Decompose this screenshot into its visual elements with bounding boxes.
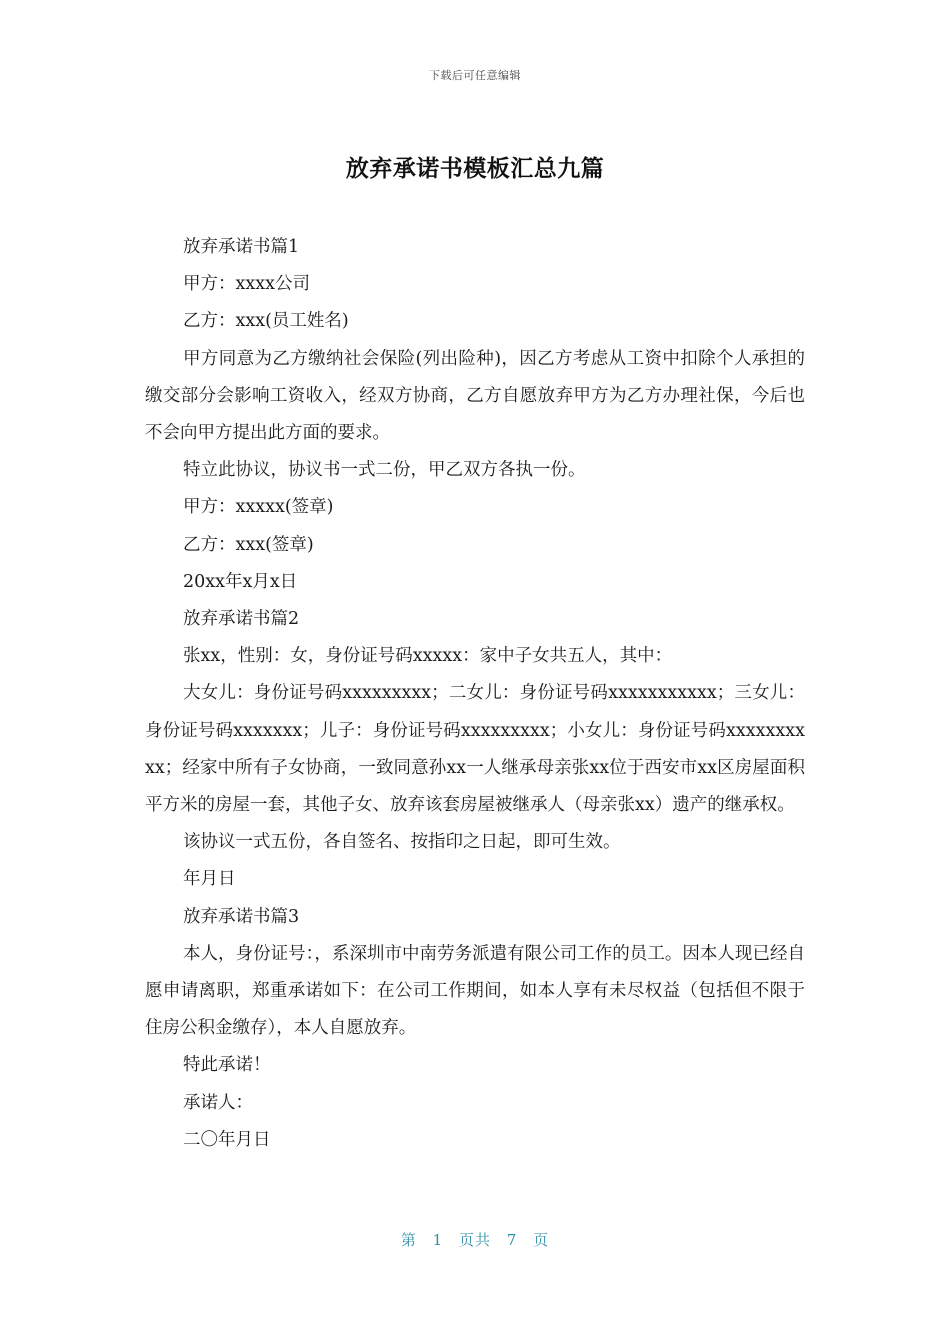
date-line: 年月日 [183, 869, 236, 890]
signer-line: 承诺人： [183, 1092, 253, 1113]
body-paragraph: 该协议一式五份，各自签名、按指印之日起，即可生效。 [183, 832, 621, 853]
body-paragraph: 甲方同意为乙方缴纳社会保险(列出险种)，因乙方考虑从工资中扣除个人承担的缴交部分会影响工资收入，经双方协商，乙方自愿放弃甲方为乙方办理社保，今后也不会向甲方提出此方面的要求。 [145, 348, 805, 444]
section-heading-3: 放弃承诺书篇3 [183, 906, 300, 927]
party-b-line: 乙方：xxx(员工姓名) [183, 311, 349, 332]
party-a-signature: 甲方：xxxxx(签章) [183, 497, 334, 518]
section-heading-1: 放弃承诺书篇1 [183, 237, 300, 257]
body-paragraph: 大女儿：身份证号码xxxxxxxxx；二女儿：身份证号码xxxxxxxxxxx；三女儿：身份证号码xxxxxxx；儿子：身份证号码xxxxxxxxx；小女儿：身份证号码xxxxxxxxxx；经家中所有子女协商，一致同意孙xx一人继承母亲张xx位于西安市xx区房屋面积平方米的房屋一套，其他子女、放弃该套房屋被继承人（母亲张xx）遗产的继承权。 [145, 683, 805, 816]
body-paragraph: 特此承诺！ [183, 1055, 271, 1076]
document-title: 放弃承诺书模板汇总九篇 [345, 156, 605, 182]
body-paragraph: 张xx，性别：女，身份证号码xxxxx：家中子女共五人，其中： [183, 646, 673, 667]
page-label: 第 [400, 1231, 417, 1249]
body-paragraph: 本人，身份证号：，系深圳市中南劳务派遣有限公司工作的员工。因本人现已经自愿申请离职，郑重承诺如下：在公司工作期间，如本人享有未尽权益（包括但不限于住房公积金缴存），本人自愿放弃。 [145, 943, 805, 1039]
page-current: 1 [432, 1231, 444, 1249]
body-paragraph: 特立此协议，协议书一式二份，甲乙双方各执一份。 [183, 460, 586, 481]
section-heading-2: 放弃承诺书篇2 [183, 609, 300, 630]
page-total: 7 [506, 1231, 518, 1249]
date-line: 二〇年月日 [183, 1129, 271, 1150]
date-line: 20xx年x月x日 [183, 571, 298, 592]
document-body [145, 229, 805, 1159]
party-a-line: 甲方：xxxx公司 [183, 274, 310, 295]
party-b-signature: 乙方：xxx(签章) [183, 534, 314, 555]
page-suffix: 页 [533, 1231, 550, 1249]
page-of-label: 页共 [458, 1231, 491, 1249]
page-header-note: 下载后可任意编辑 [429, 69, 521, 82]
page-number-footer [0, 1229, 950, 1250]
